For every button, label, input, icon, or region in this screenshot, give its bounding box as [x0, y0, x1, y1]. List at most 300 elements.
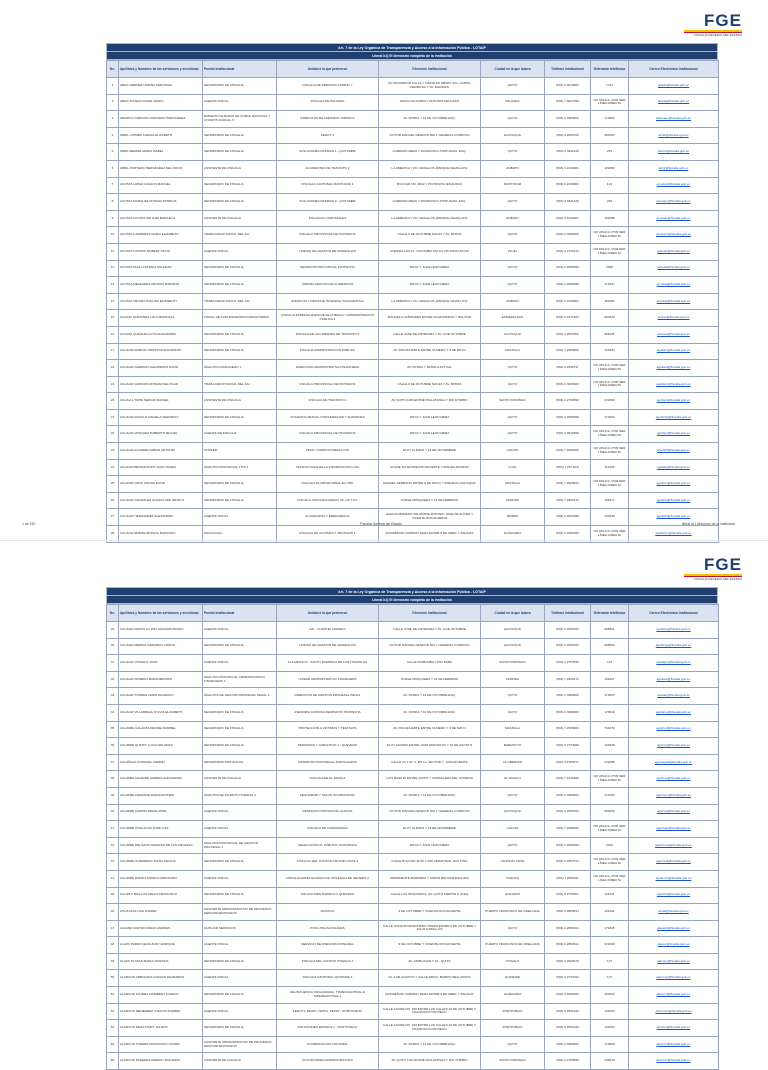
table-cell-address: LORENZO MEZA Y FRANCISCO ATAHUALPA, ESQ.: [379, 194, 481, 211]
table-cell-city: PUERTO FRANCISCO DE ORELLANA: [481, 904, 545, 921]
table-row: [107, 655, 719, 672]
table-cell-email[interactable]: aguirrejo@fiscalia.gob.ec: [629, 821, 719, 838]
table-cell-email[interactable]: acurioa@fiscalia.gob.ec: [629, 326, 719, 343]
table-cell-email[interactable]: acostam@fiscalia.gob.ec: [629, 194, 719, 211]
table-cell-address: AV. ATAHUALPA Y 24 - QUITO: [379, 953, 481, 970]
table-cell-phone: (593) 2 3980800: [545, 787, 591, 804]
table-cell-address: CALLE BOLIVAR 11-53 Y RIO AMAZONAS, 2DO PISO: [379, 854, 481, 871]
table-cell-role: ASISTENTE DE FISCALIA: [203, 1053, 277, 1070]
table-cell-name: ACOSTA ACOSTA WILLIAM MARCELO: [119, 210, 203, 227]
fge-logo-page-2: [684, 556, 742, 580]
table-cell-extension: 173186: [591, 787, 629, 804]
table-cell-no: 25: [107, 476, 119, 493]
table-cell-role: SECRETARIO DE FISCALIA: [203, 409, 277, 426]
table-row: [107, 509, 719, 526]
table-row: [107, 293, 719, 310]
table-cell-unit: PERSONAS Y GARANTIAS 1 - QUEVEDO: [277, 738, 379, 755]
table-cell-unit: ACTUACIONES ADMINISTRATIVAS: [277, 1053, 379, 1070]
table-cell-email[interactable]: aguilard@fiscalia.gob.ec: [629, 360, 719, 377]
table-cell-name: AGUILAR ROSERO MARIA BEATRIZ: [119, 671, 203, 688]
table-cell-name: AGUILAR ANGULO DANIELA VERONICA: [119, 409, 203, 426]
table-cell-extension: NO APLICA, POR SER LÍNEA DIRECTA: [591, 854, 629, 871]
table-cell-city: QUITO: [481, 194, 545, 211]
table-cell-phone: (593) 2 3980800: [545, 1036, 591, 1053]
table-cell-extension: 801819: [591, 310, 629, 327]
table-row: [107, 393, 719, 410]
table-cell-role: TRABAJADOR SOCIAL DEL SAI: [203, 376, 277, 393]
table-row: [107, 787, 719, 804]
table-cell-extension: 173802: [591, 111, 629, 128]
table-cell-name: AGURTO BUILLON DIEGO FRANCISCO: [119, 887, 203, 904]
table-cell-role: ASISTENTE ADMINISTRATIVO DE PROCESOS DESCONCENTRADOS: [203, 904, 277, 921]
table-cell-email[interactable]: aguilarw@fiscalia.gob.ec: [629, 622, 719, 639]
table-cell-city: GUAYAQUIL: [481, 127, 545, 144]
table-cell-email[interactable]: aguirremf@fiscalia.gob.ec: [629, 870, 719, 887]
table-cell-name: AGUILAR GORDON MYRIAM DEL PILAR: [119, 376, 203, 393]
table-cell-phone: (593) 4 2096700: [545, 622, 591, 639]
table-cell-email[interactable]: aguirrej@fiscalia.gob.ec: [629, 804, 719, 821]
table-cell-address: JORGE MOSQUERA Y 12 DE FEBRERO: [379, 671, 481, 688]
table-cell-phone: (593) 7 2571119: [545, 459, 591, 476]
table-cell-name: ACOSTA CARDENAS MARIA ELIZABETH: [119, 227, 203, 244]
table-cell-email[interactable]: aguilarda@fiscalia.gob.ec: [629, 409, 719, 426]
table-cell-email[interactable]: acostaw@fiscalia.gob.ec: [629, 210, 719, 227]
table-cell-no: 6: [107, 160, 119, 177]
table-cell-city: AMBATO: [481, 293, 545, 310]
table-cell-no: 34: [107, 704, 119, 721]
table-row: [107, 987, 719, 1004]
table-cell-email[interactable]: alarconf@fiscalia.gob.ec: [629, 1036, 719, 1053]
table-cell-role: PSICOLOGA: [203, 526, 277, 543]
table-row: [107, 771, 719, 788]
table-cell-address: 9 DE OCTUBRE Y VICENTE ROCAFUERTE: [379, 937, 481, 954]
directory-page-2: [106, 587, 718, 1070]
table-cell-email[interactable]: aguirrea@fiscalia.gob.ec: [629, 771, 719, 788]
table-cell-phone: (593) 7 2849011: [545, 870, 591, 887]
table-cell-unit: SAI - CUARTEL MODELO: [277, 622, 379, 639]
table-cell-extension: 181855: [591, 293, 629, 310]
table-cell-name: AGUILAR GONZALEZ GUADALUPE JENNYA: [119, 492, 203, 509]
table-cell-phone: (593) 5 2750067: [545, 887, 591, 904]
table-cell-email[interactable]: aguirred@fiscalia.gob.ec: [629, 721, 719, 738]
table-cell-address: 9 DE OCTUBRE Y VICENTE ROCAFUERTE: [379, 904, 481, 921]
table-cell-name: ACOSTA LOPEZ CARLOS MANUEL: [119, 177, 203, 194]
logo-brand: FGE: [704, 555, 742, 574]
table-title: Art. 7 de la Ley Orgánica de Transparencia y Acceso a la Información Pública - LOTAIP: [106, 43, 718, 52]
table-cell-address: ROCA Y JUAN LEON MERA: [379, 426, 481, 443]
table-cell-name: ALARCON ARBOLEDA CARLOS LEONARDO: [119, 970, 203, 987]
table-cell-address: AV. ROCAFUERTE ENTRE OLMEDO Y 9 DE MAYO: [379, 343, 481, 360]
col-name: Apellidos y Nombres de los servidores y servidoras: [119, 61, 203, 78]
table-cell-role: ASISTENTE DE FISCALIA: [203, 771, 277, 788]
table-cell-address: ELOY ALFARO Y 18 DE NOVIEMBRE: [379, 443, 481, 460]
table-cell-phone: (593) 6 2290800: [545, 177, 591, 194]
table-cell-address: AV. PATRIA Y 12 DE OCTUBRE ESQ.: [379, 1036, 481, 1053]
table-cell-no: 49: [107, 953, 119, 970]
table-cell-extension: 171847: [591, 277, 629, 294]
table-cell-role: SECRETARIO DE FISCALIA: [203, 144, 277, 161]
table-cell-email[interactable]: aguilaro@fiscalia.gob.ec: [629, 476, 719, 493]
table-cell-name: AGUIÑAGA CORONEL ANDREI: [119, 754, 203, 771]
table-cell-extension: NO APLICA, POR SER LÍNEA DIRECTA: [591, 870, 629, 887]
table-cell-extension: 171825: [591, 920, 629, 937]
table-row: [107, 671, 719, 688]
table-cell-unit: FISCALIA DE CARIAMANGA: [277, 821, 379, 838]
table-cell-name: ACURIO QUINONEZ LOLA MARICELA: [119, 310, 203, 327]
table-cell-email[interactable]: aguirrem@fiscalia.gob.ec: [629, 787, 719, 804]
table-cell-city: QUITO: [481, 78, 545, 95]
table-cell-email[interactable]: aguilarc@fiscalia.gob.ec: [629, 343, 719, 360]
table-cell-extension: 173819: [591, 704, 629, 721]
table-cell-unit: FISCALIA PLURINACIONAL EL ORO: [277, 476, 379, 493]
table-cell-address: ROCA Y JUAN LEON MERA: [379, 409, 481, 426]
table-row: [107, 1053, 719, 1070]
table-cell-city: GUARANDA: [481, 526, 545, 543]
table-cell-address: MONSEÑOR CANDIDO RADA ENTRE 9 DE ABRIL Y SALINAS: [379, 526, 481, 543]
table-cell-no: 39: [107, 787, 119, 804]
table-cell-city: QUITO: [481, 920, 545, 937]
table-cell-email[interactable]: aguilarsy@fiscalia.gob.ec: [629, 704, 719, 721]
table-cell-email[interactable]: aguilarl@fiscalia.gob.ec: [629, 688, 719, 705]
table-cell-phone: (593) 2 3995900: [545, 376, 591, 393]
table-cell-name: ABARCA CORDOVA JURIVERO HERNANDEZ: [119, 111, 203, 128]
table-cell-no: 44: [107, 870, 119, 887]
table-cell-address: AV. PATRIA Y 12 DE OCTUBRE ESQ.: [379, 688, 481, 705]
table-cell-city: GUAYAQUIL: [481, 804, 545, 821]
table-cell-no: 51: [107, 987, 119, 1004]
col-no: No.: [107, 61, 119, 78]
table-cell-email[interactable]: aguirrema@fiscalia.gob.ec: [629, 837, 719, 854]
table-cell-phone: (593) 3 2982080: [545, 526, 591, 543]
col-city: Ciudad en la que labora: [481, 61, 545, 78]
table-cell-address: PRESIDENTE BORRERO Y SIMON BOLIVAR ESQUINA: [379, 870, 481, 887]
table-cell-email[interactable]: alavard@fiscalia.gob.ec: [629, 920, 719, 937]
table-row: [107, 360, 719, 377]
table-cell-role: SECRETARIO DE FISCALIA: [203, 326, 277, 343]
table-cell-email[interactable]: aguilarh@fiscalia.gob.ec: [629, 509, 719, 526]
table-cell-email[interactable]: alarconca@fiscalia.gob.ec: [629, 1003, 719, 1020]
table-cell-email[interactable]: aguilarb@fiscalia.gob.ec: [629, 671, 719, 688]
table-cell-name: ACOSTA MARQUEZ MYRIAM PATRICIA: [119, 194, 203, 211]
table-cell-unit: SOLUCIONES RAPIDAS 1 - PORTOVIEJO: [277, 1020, 379, 1037]
table-cell-extension: 995833: [591, 804, 629, 821]
table-cell-city: GUAYAQUIL: [481, 622, 545, 639]
table-cell-email[interactable]: acostaml@fiscalia.gob.ec: [629, 227, 719, 244]
table-cell-email[interactable]: acostar@fiscalia.gob.ec: [629, 243, 719, 260]
table-cell-email[interactable]: aguilarm@fiscalia.gob.ec: [629, 376, 719, 393]
table-cell-no: 11: [107, 243, 119, 260]
table-cell-email[interactable]: aguilarr@fiscalia.gob.ec: [629, 426, 719, 443]
table-cell-email[interactable]: aguirrel@fiscalia.gob.ec: [629, 738, 719, 755]
table-cell-no: 29: [107, 622, 119, 639]
table-cell-role: SECRETARIO DE FISCALIA: [203, 704, 277, 721]
table-cell-role: SECRETARIO DE FISCALIA: [203, 177, 277, 194]
table-cell-email[interactable]: aguilarge@fiscalia.gob.ec: [629, 638, 719, 655]
table-cell-role: ANALISTA PROVINCIAL DE GESTION PROCESAL 1: [203, 837, 277, 854]
table-cell-unit: DESPACHO PROVINCIAL PICHINCHA: [277, 260, 379, 277]
table-cell-extension: 131823: [591, 1003, 629, 1020]
table-cell-address: VICTOR MANUEL RENDON 502 Y GENERAL CORDOVA: [379, 127, 481, 144]
table-cell-unit: FISCALIA PROVINCIAL DE PICHINCHA: [277, 376, 379, 393]
table-cell-unit: DIRECCION DE ASESORIA JURIDICA: [277, 111, 379, 128]
table-cell-name: AGUIRRE RAMOS MONICA FERNANDA: [119, 870, 203, 887]
table-cell-email[interactable]: aguilars@fiscalia.gob.ec: [629, 393, 719, 410]
table-cell-city: GUAYAQUIL: [481, 638, 545, 655]
table-cell-no: 5: [107, 144, 119, 161]
table-cell-city: CUENCA: [481, 870, 545, 887]
table-cell-address: LORENZO MEZA Y FRANCISCO ATAHUALPA, ESQ.: [379, 144, 481, 161]
table-cell-city: QUITO: [481, 111, 545, 128]
table-cell-extension: 121841: [591, 887, 629, 904]
table-cell-role: SECRETARIO DE FISCALIA: [203, 638, 277, 655]
table-cell-email[interactable]: alarconr@fiscalia.gob.ec: [629, 1053, 719, 1070]
table-row: [107, 937, 719, 954]
table-cell-email[interactable]: aguirredi@fiscalia.gob.ec: [629, 854, 719, 871]
table-cell-phone: (593) 6 2602359: [545, 509, 591, 526]
table-cell-phone: (593) 2 2930797: [545, 360, 591, 377]
table-cell-email[interactable]: acostap@fiscalia.gob.ec: [629, 293, 719, 310]
table-body-2: [107, 622, 719, 1070]
table-cell-email[interactable]: acostal@fiscalia.gob.ec: [629, 260, 719, 277]
table-cell-name: ABRIL MERIZE MARIA ISABEL: [119, 144, 203, 161]
table-cell-name: AGUIRRE GALARZA DENISE MARIBEL: [119, 721, 203, 738]
table-row: [107, 160, 719, 177]
table-cell-city: AMBATO: [481, 210, 545, 227]
table-cell-unit: FISCALIA DE VICTIMAS Y TESTIGOS 1: [277, 526, 379, 543]
table-cell-email[interactable]: abrilm@fiscalia.gob.ec: [629, 144, 719, 161]
table-cell-name: AGUIRRE CHALACAN JOSE LUIS: [119, 821, 203, 838]
table-cell-no: 48: [107, 937, 119, 954]
table-subtitle: Literal b1) El directorio completo de la institución: [106, 52, 718, 60]
table-cell-role: ASISTENTE DE FISCALIA: [203, 210, 277, 227]
table-cell-unit: FISCALIA ASOCIADA FEDOT, FF, UP Y PC: [277, 492, 379, 509]
table-cell-email[interactable]: abarcaer@fiscalia.gob.ec: [629, 111, 719, 128]
table-cell-no: 12: [107, 260, 119, 277]
table-cell-city: SANTO DOMINGO: [481, 393, 545, 410]
table-cell-extension: 181888: [591, 210, 629, 227]
table-cell-no: 42: [107, 837, 119, 854]
table-cell-email[interactable]: acostaa@fiscalia.gob.ec: [629, 277, 719, 294]
table-cell-extension: 2398: [591, 260, 629, 277]
table-cell-no: 28: [107, 526, 119, 543]
table-cell-city: MACHALA: [481, 476, 545, 493]
table-cell-email[interactable]: acuriol@fiscalia.gob.ec: [629, 310, 719, 327]
table-cell-phone: (593) 6 2271523: [545, 310, 591, 327]
table-cell-city: QUITO: [481, 227, 545, 244]
col-address: Dirección institucional: [379, 605, 481, 622]
table-cell-extension: 231819: [591, 1053, 629, 1070]
table-cell-email[interactable]: agurtod@fiscalia.gob.ec: [629, 887, 719, 904]
table-cell-extension: 101838: [591, 509, 629, 526]
table-cell-unit: FISCALIA CANTONAL MONTUFAR 1: [277, 177, 379, 194]
table-cell-email[interactable]: aguilarj@fiscalia.gob.ec: [629, 459, 719, 476]
table-row: [107, 177, 719, 194]
table-cell-phone: (593) 7 2689020: [545, 821, 591, 838]
table-cell-no: 19: [107, 376, 119, 393]
table-cell-role: AGENTE FISCAL: [203, 937, 277, 954]
table-cell-no: 46: [107, 904, 119, 921]
table-cell-unit: DIRECCION ADMINISTRATIVA FINANCIERA: [277, 360, 379, 377]
table-cell-unit: DELEGACION AL PUBLICO JUANJONAS: [277, 837, 379, 854]
table-cell-extension: 173809: [591, 1036, 629, 1053]
table-cell-city: ZAMORA: [481, 671, 545, 688]
table-row: [107, 821, 719, 838]
table-row: [107, 870, 719, 887]
table-cell-extension: NO APLICA, POR SER LÍNEA DIRECTA: [591, 376, 629, 393]
table-cell-email[interactable]: alarconl@fiscalia.gob.ec: [629, 987, 719, 1004]
table-cell-no: 1: [107, 78, 119, 95]
table-row: [107, 804, 719, 821]
table-cell-extension: NO APLICA, POR SER LÍNEA DIRECTA: [591, 360, 629, 377]
table-cell-city: EL PANGUI: [481, 771, 545, 788]
table-cell-phone: (593) 2 3811430: [545, 194, 591, 211]
table-cell-address: CALLE 9 DE OCTUBRE N20-93 Y AV. PATRIA: [379, 376, 481, 393]
table-cell-phone: (593) 6 2920079: [545, 953, 591, 970]
table-cell-unit: TECNOLOGIAS DE LA INFORMACION LOJA: [277, 459, 379, 476]
table-cell-role: AGENTE FISCAL: [203, 804, 277, 821]
table-cell-name: ACOSTA CASTRO ROBERT SILVIO: [119, 243, 203, 260]
table-cell-email[interactable]: alarconc@fiscalia.gob.ec: [629, 970, 719, 987]
table-row: [107, 622, 719, 639]
table-cell-email[interactable]: aguilarmo@fiscalia.gob.ec: [629, 526, 719, 543]
table-cell-name: AGUILAR CRUZ OSCAR DAVID: [119, 476, 203, 493]
table-cell-role: SECRETARIO DE FISCALIA: [203, 738, 277, 755]
table-cell-phone: (593) 4 2096700: [545, 638, 591, 655]
table-row: [107, 443, 719, 460]
table-cell-role: SECRETARIO DE FISCALIA: [203, 854, 277, 871]
table-cell-no: 47: [107, 920, 119, 937]
table-cell-unit: FEDOT 3: [277, 127, 379, 144]
table-cell-role: SECRETARIO DE FISCALIA: [203, 1020, 277, 1037]
table-cell-phone: (593) 6 2907513: [545, 854, 591, 871]
table-cell-unit: UNIDAD DE GESTION DE AUDIENCIAS: [277, 243, 379, 260]
table-cell-no: 3: [107, 111, 119, 128]
table-row: [107, 194, 719, 211]
table-cell-extension: 113: [591, 655, 629, 672]
table-row: [107, 343, 719, 360]
table-cell-extension: 701834: [591, 343, 629, 360]
table-cell-extension: 173837: [591, 688, 629, 705]
table-cell-role: SECRETARIO DE FISCALIA: [203, 277, 277, 294]
table-cell-city: PORTOVIEJO: [481, 1020, 545, 1037]
table-cell-unit: FISCALIA DE EL PANGUI: [277, 771, 379, 788]
table-cell-no: 36: [107, 738, 119, 755]
table-cell-no: 50: [107, 970, 119, 987]
col-email: Correo Electrónico institucional: [629, 605, 719, 622]
table-cell-email[interactable]: aguilarg@fiscalia.gob.ec: [629, 492, 719, 509]
table-cell-email[interactable]: abrilk@fiscalia.gob.ec: [629, 127, 719, 144]
table-cell-extension: 995183: [591, 127, 629, 144]
table-row: [107, 459, 719, 476]
table-row: [107, 754, 719, 771]
table-row: [107, 243, 719, 260]
table-cell-address: ROCA Y JUAN LEON MERA: [379, 277, 481, 294]
table-cell-unit: UNIDAD ADMINISTRATIVO FINANCIERA: [277, 671, 379, 688]
table-cell-address: MANUELA CAÑIZARES ENTRE SOLIDARIDAD Y BOLIVAR: [379, 310, 481, 327]
table-cell-phone: (593) 7 2310466: [545, 771, 591, 788]
table-cell-unit: FISCALIA DE PERSONA CAMINO Y: [277, 78, 379, 95]
table-cell-email[interactable]: abrilr@fiscalia.gob.ec: [629, 160, 719, 177]
table-cell-email[interactable]: alavoz@fiscalia.gob.ec: [629, 937, 719, 954]
table-cell-unit: FISCALIA ADMINISTRACION PUBLICA: [277, 343, 379, 360]
table-cell-email[interactable]: aguilarf@fiscalia.gob.ec: [629, 443, 719, 460]
table-body-1: [107, 78, 719, 543]
table-row: [107, 837, 719, 854]
table-cell-extension: NO APLICA, POR SER LÍNEA DIRECTA: [591, 243, 629, 260]
table-cell-role: SECRETARIO DE FISCALIA: [203, 343, 277, 360]
table-cell-unit: DELINCUENCIA ORGANIZADA, TRANSNACIONAL E INTERNACIONAL 1: [277, 987, 379, 1004]
table-cell-extension: 107: [591, 970, 629, 987]
col-role: Puesto Institucional: [203, 61, 277, 78]
table-cell-phone: (593) 7 2689020: [545, 443, 591, 460]
table-cell-no: 53: [107, 1020, 119, 1037]
table-cell-unit: FISCALIA ESPECIALIZADA DE FE PUBLICA Y ADMINISTRACION PUBLICA 2: [277, 310, 379, 327]
table-cell-unit: SOLUCIONES RAPIDAS 2 QUEVEDO: [277, 887, 379, 904]
table-cell-email[interactable]: alarconj@fiscalia.gob.ec: [629, 1020, 719, 1037]
table-cell-no: 4: [107, 127, 119, 144]
table-cell-unit: VIOLENCIA SEXUAL INTRAFAMILIAR Y ANADONAS: [277, 409, 379, 426]
table-cell-name: ALARCON PAREDES FREDDY ROLANDO: [119, 1053, 203, 1070]
table-cell-unit: FISCALIA PROVINCIAL DE PICHINCHA: [277, 426, 379, 443]
table-cell-address: GRAN COLOMBIA Y ANTONIO DELGADO: [379, 94, 481, 111]
col-address: Dirección institucional: [379, 61, 481, 78]
table-cell-extension: 121838: [591, 738, 629, 755]
table-cell-phone: (593) 2 2760590: [545, 1053, 591, 1070]
table-cell-email[interactable]: abada@fiscalia.gob.ec: [629, 94, 719, 111]
table-cell-phone: (593) 2 3811430: [545, 144, 591, 161]
table-cell-address: CALLE JOSE DE ANTEPARA Y AV. 9 DE OCTUBRE: [379, 326, 481, 343]
table-cell-address: LA AMÉRICA Y AV. CEVALLOS (PARQUE CEVALLOS): [379, 160, 481, 177]
table-cell-city: ESMERALDAS: [481, 310, 545, 327]
table-cell-phone: (593) 3 2726313: [545, 243, 591, 260]
table-cell-address: ELOY ALFARO Y 18 DE NOVIEMBRE: [379, 821, 481, 838]
page-divider: [0, 540, 768, 541]
table-cell-unit: FISCALIA CANTONAL QUININDE 3: [277, 970, 379, 987]
table-cell-unit: FISCALIA ESPECIALIZADA DE VIOLENCIA DE GENERO 2: [277, 870, 379, 887]
table-cell-email[interactable]: aguinagaa@fiscalia.gob.ec: [629, 754, 719, 771]
table-cell-phone: (593) 2 2980059: [545, 260, 591, 277]
table-cell-phone: (593) 5 2734999: [545, 738, 591, 755]
table-cell-extension: NO APLICA, POR SER LÍNEA DIRECTA: [591, 771, 629, 788]
table-cell-address: ROCA Y JUAN LEON MERA: [379, 260, 481, 277]
table-cell-unit: FISCALIAS CANTONALES: [277, 210, 379, 227]
table-cell-address: CALLE 23 Y AV. 5, MZ 12, SECTOR 7 - ROCAFUERTE: [379, 754, 481, 771]
table-title: Art. 7 de la Ley Orgánica de Transparencia y Acceso a la Información Pública - LOTAIP: [106, 587, 718, 596]
table-cell-email[interactable]: aguilarju@fiscalia.gob.ec: [629, 655, 719, 672]
table-cell-extension: NO APLICA, POR SER LÍNEA DIRECTA: [591, 94, 629, 111]
table-cell-role: ANALISTA FINANCIERO 1: [203, 360, 277, 377]
table-cell-no: 52: [107, 1003, 119, 1020]
table-cell-email[interactable]: acostac@fiscalia.gob.ec: [629, 177, 719, 194]
col-role: Puesto Institucional: [203, 605, 277, 622]
table-cell-name: ALAVO PARDO LENA ZUDY ENRIQUE: [119, 937, 203, 954]
table-cell-no: 43: [107, 854, 119, 871]
table-cell-no: 31: [107, 655, 119, 672]
table-cell-city: MACHALA: [481, 343, 545, 360]
table-cell-address: AV QUITO 1163 ENTRE PALLATANGA Y RIO CHIMBO: [379, 1053, 481, 1070]
table-cell-role: SECRETARIO DE FISCALIA: [203, 492, 277, 509]
table-cell-email[interactable]: ahual@fiscalia.gob.ec: [629, 904, 719, 921]
table-cell-email[interactable]: abadv@fiscalia.gob.ec: [629, 78, 719, 95]
table-subtitle: Literal b1) El directorio completo de la institución: [106, 596, 718, 604]
table-cell-unit: COORDINACION NACIONAL: [277, 1036, 379, 1053]
table-row: [107, 1036, 719, 1053]
table-cell-name: AGUILAR IBARRA MONICA MARGORY: [119, 526, 203, 543]
table-cell-email[interactable]: alavom@fiscalia.gob.ec: [629, 953, 719, 970]
table-cell-address: AV QUITO 1163 ENTRE PALLATANGA Y RIO CHIMBO: [379, 393, 481, 410]
table-cell-address: MANUEL SERRANO ENTRE 9 DE MAYO Y AVENIDA GUAYAQUIL: [379, 476, 481, 493]
table-cell-phone: (593) 5 2651632: [545, 1003, 591, 1020]
